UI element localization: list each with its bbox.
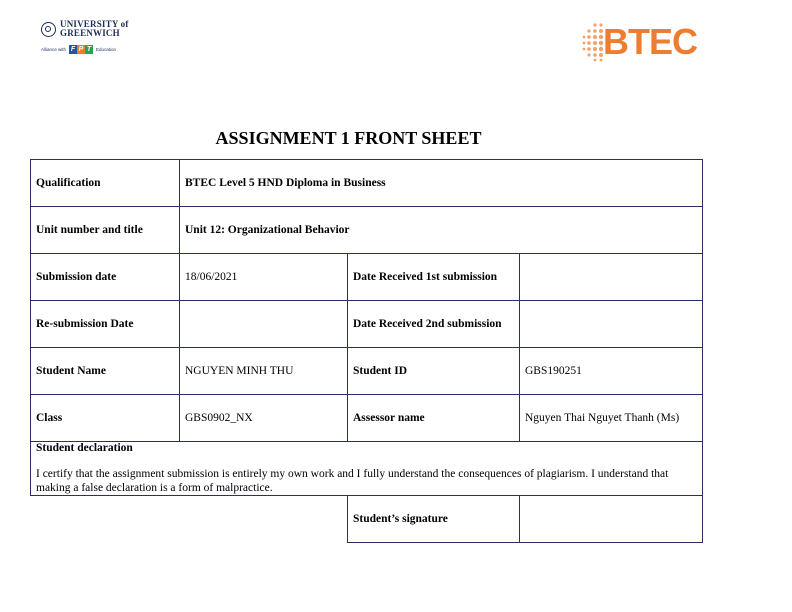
assessor-value: Nguyen Thai Nguyet Thanh (Ms) [520,395,703,442]
student-declaration [31,442,703,496]
class-label: Class [31,395,180,442]
btec-logo [581,22,705,62]
qualification-row [31,160,703,207]
greenwich-line2: GREENWICH [60,28,120,38]
class-row [31,395,703,442]
date-received-1-label: Date Received 1st submission [348,254,520,301]
greenwich-line1: UNIVERSITY of [60,19,129,29]
student-name-label: Student Name [31,348,180,395]
alliance-suffix: Education [96,47,117,52]
date-received-1-value [520,254,703,301]
qualification-label: Qualification [31,160,180,207]
submission-row [31,254,703,301]
unit-row [31,207,703,254]
resubmission-date-value [180,301,348,348]
class-value: GBS0902_NX [180,395,348,442]
declaration-text: I certify that the assignment submission is entirely my own work and I fully understand the consequences of plagiarism. I understand that making a false declaration is a form of malpractice. [36,468,669,494]
submission-date-label: Submission date [31,254,180,301]
page-title: ASSIGNMENT 1 FRONT SHEET [215,128,482,148]
declaration-row [31,442,703,496]
qualification-value: BTEC Level 5 HND Diploma in Business [180,160,703,207]
university-of-greenwich-logo [41,20,131,64]
unit-value: Unit 12: Organizational Behavior [180,207,703,254]
date-received-2-label: Date Received 2nd submission [348,301,520,348]
resubmission-date-label: Re-submission Date [31,301,180,348]
signature-spacer [31,496,348,543]
signature-value [520,496,703,543]
greenwich-seal-icon [41,22,56,37]
resubmission-row [31,301,703,348]
btec-wordmark: BTEC [603,21,697,62]
alliance-prefix: Alliance with [41,47,67,52]
fpt-logo-icon: F P T [70,46,92,53]
front-sheet-table [30,159,703,543]
submission-date-value: 18/06/2021 [180,254,348,301]
student-id-value: GBS190251 [520,348,703,395]
alliance-with-fpt [41,45,131,54]
declaration-title: Student declaration [36,442,133,454]
student-row [31,348,703,395]
date-received-2-value [520,301,703,348]
signature-label: Student’s signature [348,496,520,543]
unit-label: Unit number and title [31,207,180,254]
signature-row [31,496,703,543]
assessor-label: Assessor name [348,395,520,442]
student-id-label: Student ID [348,348,520,395]
student-name-value: NGUYEN MINH THU [180,348,348,395]
